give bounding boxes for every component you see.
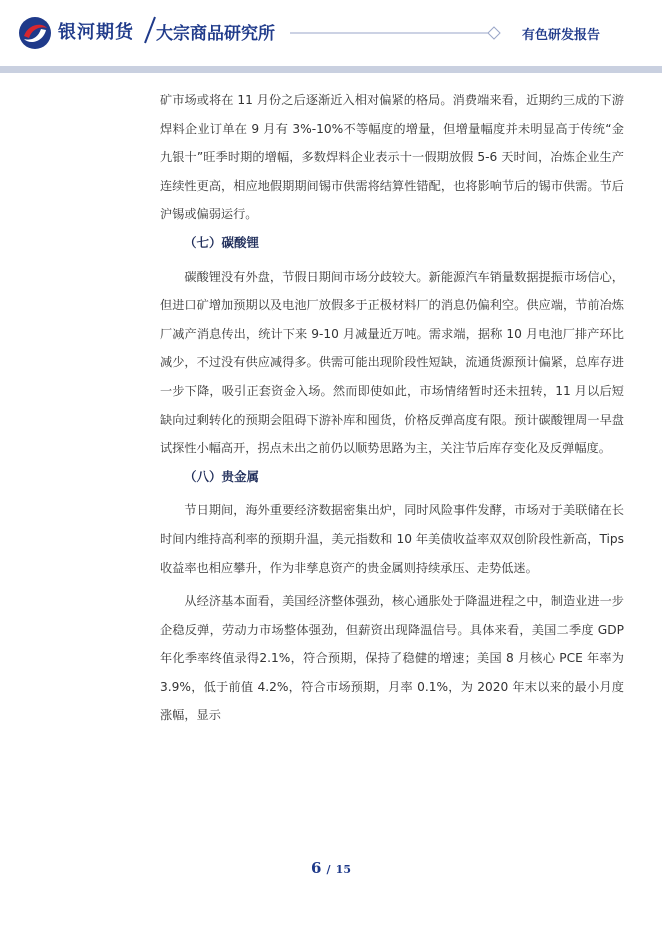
header-band <box>0 66 662 73</box>
section-heading-lithium-carbonate: （七）碳酸锂 <box>184 234 260 250</box>
paragraph-tin-continued: 矿市场或将在 11 月份之后逐渐近入相对偏紧的格局。消费端来看，近期约三成的下游焊料企业订单在 9 月有 3%-10%不等幅度的增量，但增量幅度并未明显高于传统“金九银十”旺季时期的增幅，多数焊料企业表示十一假期放假 5-6 天时间，冶炼企业生产连续性更高，相应地假期期间锡市供需将结算性错配，也将影响节后的锡市供需。节后沪锡或偏弱运行。 <box>160 93 624 222</box>
page-number-separator: / <box>326 863 331 876</box>
section-heading-precious-metals: （八）贵金属 <box>184 468 260 484</box>
page-number-total: 15 <box>335 863 351 876</box>
article-body <box>160 86 624 730</box>
brand-name: 银河期货 <box>58 22 134 43</box>
header-divider-line <box>290 32 495 34</box>
paragraph-lithium-carbonate: 碳酸锂没有外盘，节假日期间市场分歧较大。新能源汽车销量数据提振市场信心，但进口矿增加预期以及电池厂放假多于正极材料厂的消息仍偏利空。供应端，节前冶炼厂减产消息传出，统计下来 9-10 月减量近万吨。需求端，据称 10 月电池厂排产环比减少，不过没有供应减得多。供需可能出现阶段性短缺，流通货源预计偏紧，总库存进一步下降，吸引正套资金入场。然而即使如此，市场情绪暂时还未扭转，11 月以后短缺向过剩转化的预期会阻碍下游补库和囤货，价格反弹高度有限。预计碳酸锂周一早盘试探性小幅高开，拐点未出之前仍以顺势思路为主，关注节后库存变化及反弹幅度。 <box>160 269 624 456</box>
paragraph-precious-metals-1: 节日期间，海外重要经济数据密集出炉，同时风险事件发酵，市场对于美联储在长时间内维持高利率的预期升温，美元指数和 10 年美债收益率双双创阶段性新高，Tips 收益率也相应攀升，作为非孳息资产的贵金属则持续承压、走势低迷。 <box>160 503 624 575</box>
page-header <box>0 0 662 66</box>
page-footer <box>0 858 662 877</box>
page-number-current: 6 <box>311 859 322 877</box>
institute-name: 大宗商品研究所 <box>156 24 275 44</box>
diamond-icon <box>487 26 501 40</box>
report-type-label: 有色研发报告 <box>522 28 601 43</box>
galaxy-logo-icon <box>18 16 52 50</box>
paragraph-precious-metals-2: 从经济基本面看，美国经济整体强劲，核心通胀处于降温进程之中，制造业进一步企稳反弹，劳动力市场整体强劲，但薪资出现降温信号。具体来看，美国二季度 GDP 年化季率终值录得2.1%，符合预期，保持了稳健的增速；美国 8 月核心 PCE 年率为 3.9%，低于前值 4.2%，符合市场预期，月率 0.1%，为 2020 年末以来的最小月度涨幅，显示 <box>160 594 624 723</box>
